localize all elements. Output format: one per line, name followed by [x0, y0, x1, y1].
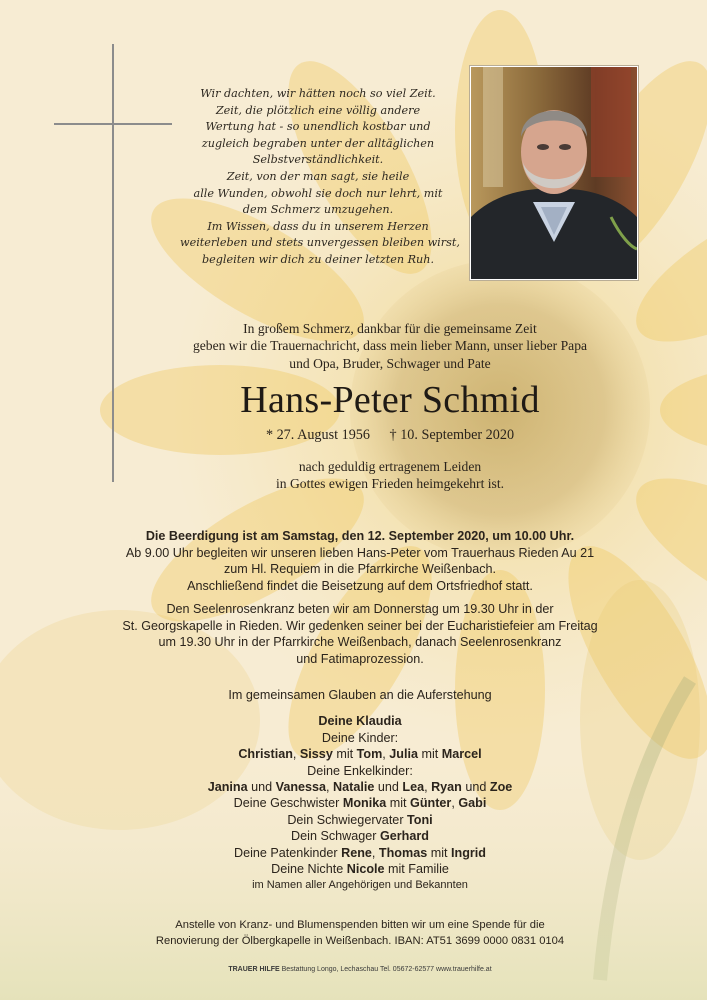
connector: ,	[326, 780, 334, 795]
father-in-law-label: Dein Schwiegervater	[287, 812, 408, 827]
grandchildren-line	[150, 779, 570, 795]
sibling-name: Gabi	[458, 796, 487, 811]
brother-in-law-name: Gerhard	[379, 829, 429, 844]
grandchild-name: Lea	[402, 780, 425, 795]
poem-line: Wertung hat - so unendlich kostbar und	[205, 120, 431, 134]
partner-name: Marcel	[441, 747, 482, 762]
wife-name: Deine Klaudia	[318, 714, 402, 729]
grandchild-name: Natalie	[333, 780, 375, 795]
godchildren-label: Deine Patenkinder	[234, 845, 342, 860]
connector: mit	[386, 796, 411, 811]
donation-line: Renovierung der Ölbergkapelle in Weißenbach. IBAN: AT51 3699 0000 0831 0104	[155, 934, 565, 947]
sibling-name: Monika	[342, 796, 387, 811]
children-label: Deine Kinder:	[321, 730, 399, 745]
brother-in-law-line	[150, 828, 570, 844]
donation-request	[100, 918, 620, 950]
closing-line: im Namen aller Angehörigen und Bekannten	[252, 879, 468, 892]
connector: ,	[371, 845, 379, 860]
passing-statement	[150, 458, 630, 492]
rosary-line: um 19.30 Uhr in der Pfarrkirche Weißenbach, danach Seelenrosenkranz	[158, 635, 562, 650]
poem-line: alle Wunden, obwohl sie doch nur lehrt, mit	[193, 186, 443, 200]
donation-line: Anstelle von Kranz- und Blumenspenden bitten wir um eine Spende für die	[175, 919, 545, 931]
niece-name: Nicole	[346, 862, 385, 877]
grandchild-name: Vanessa	[275, 780, 327, 795]
intro-line: und Opa, Bruder, Schwager und Pate	[289, 355, 491, 371]
poem-line: Selbstverständlichkeit.	[252, 153, 384, 167]
death-date: † 10. September 2020	[389, 427, 515, 443]
connector: ,	[382, 747, 390, 762]
passing-line: nach geduldig ertragenem Leiden	[298, 459, 482, 474]
connector: ,	[424, 780, 432, 795]
poem-line: begleiten wir dich zu deiner letzten Ruh.	[201, 252, 435, 266]
father-in-law-name: Toni	[407, 812, 433, 827]
connector: und	[461, 780, 490, 795]
poem-line: zugleich begraben unter der alltäglichen	[201, 136, 435, 150]
birth-date: * 27. August 1956	[265, 427, 370, 443]
siblings-line	[150, 795, 570, 811]
portrait-photo	[470, 66, 638, 280]
announcement-intro	[150, 320, 630, 372]
connector: mit	[417, 747, 442, 762]
poem-line: Zeit, die plötzlich eine völlig andere	[215, 103, 421, 117]
rosary-details	[100, 601, 620, 667]
mourners-list	[150, 687, 570, 894]
intro-line: geben wir die Trauernachricht, dass mein lieber Mann, unser lieber Papa	[192, 338, 588, 354]
life-dates	[150, 426, 630, 444]
cross-horizontal-bar	[54, 123, 172, 125]
grandchild-name: Janina	[207, 780, 248, 795]
godchildren-line	[150, 845, 570, 861]
poem-line: weiterleben und stets unvergessen bleiben wirst,	[180, 236, 460, 250]
funeral-details	[100, 528, 620, 594]
partner-name: Tom	[356, 747, 383, 762]
footer-brand: TRAUER HILFE	[228, 966, 280, 973]
connector: ,	[451, 796, 459, 811]
connector: und	[374, 780, 403, 795]
intro-line: In großem Schmerz, dankbar für die gemeinsame Zeit	[243, 321, 537, 336]
father-in-law-line	[150, 812, 570, 828]
poem-line: Im Wissen, dass du in unserem Herzen	[207, 219, 429, 233]
child-name: Christian	[238, 747, 293, 762]
child-name: Julia	[389, 747, 418, 762]
faith-statement: Im gemeinsamen Glauben an die Auferstehung	[228, 688, 492, 702]
deceased-name: Hans-Peter Schmid	[240, 379, 540, 421]
godchild-name: Rene	[341, 845, 372, 860]
passing-line: in Gottes ewigen Frieden heimgekehrt ist.	[275, 476, 505, 491]
funeral-line: Anschließend findet die Beisetzung auf dem Ortsfriedhof statt.	[187, 578, 533, 593]
grandchild-name: Zoe	[489, 780, 513, 795]
poem-line: dem Schmerz umzugehen.	[242, 203, 394, 217]
niece-line	[150, 861, 570, 877]
cross-vertical-bar	[112, 44, 114, 482]
children-line	[150, 746, 570, 762]
connector: und	[247, 780, 276, 795]
rosary-line: St. Georgskapelle in Rieden. Wir gedenken seiner bei der Eucharistiefeier am Freitag	[122, 618, 598, 633]
sibling-partner-name: Günter	[410, 796, 452, 811]
funeral-line: Ab 9.00 Uhr begleiten wir unseren lieben Hans-Peter vom Trauerhaus Rieden Au 21	[125, 545, 595, 560]
grandchild-name: Ryan	[431, 780, 462, 795]
connector: mit	[332, 747, 357, 762]
child-name: Sissy	[299, 747, 333, 762]
connector: ,	[292, 747, 300, 762]
niece-label: Deine Nichte	[271, 862, 347, 877]
memorial-poem	[180, 86, 460, 269]
godchild-name: Thomas	[378, 845, 428, 860]
funeral-home-footer	[100, 965, 620, 975]
siblings-label: Deine Geschwister	[233, 796, 343, 811]
rosary-line: Den Seelenrosenkranz beten wir am Donnerstag um 19.30 Uhr in der	[166, 602, 554, 616]
funeral-headline: Die Beerdigung ist am Samstag, den 12. September 2020, um 10.00 Uhr.	[145, 529, 575, 543]
connector: mit	[427, 845, 452, 860]
godchild-partner-name: Ingrid	[451, 845, 486, 860]
brother-in-law-label: Dein Schwager	[291, 829, 380, 844]
grandchildren-label: Deine Enkelkinder:	[307, 763, 413, 778]
niece-suffix: mit Familie	[384, 862, 449, 877]
poem-line: Zeit, von der man sagt, sie heile	[226, 169, 410, 183]
funeral-line: zum Hl. Requiem in die Pfarrkirche Weißenbach.	[223, 562, 497, 577]
rosary-line: und Fatimaprozession.	[296, 651, 424, 666]
footer-contact: Bestattung Longo, Lechaschau Tel. 05672-62577 www.trauerhilfe.at	[279, 966, 492, 973]
poem-line: Wir dachten, wir hätten noch so viel Zeit.	[200, 87, 436, 100]
